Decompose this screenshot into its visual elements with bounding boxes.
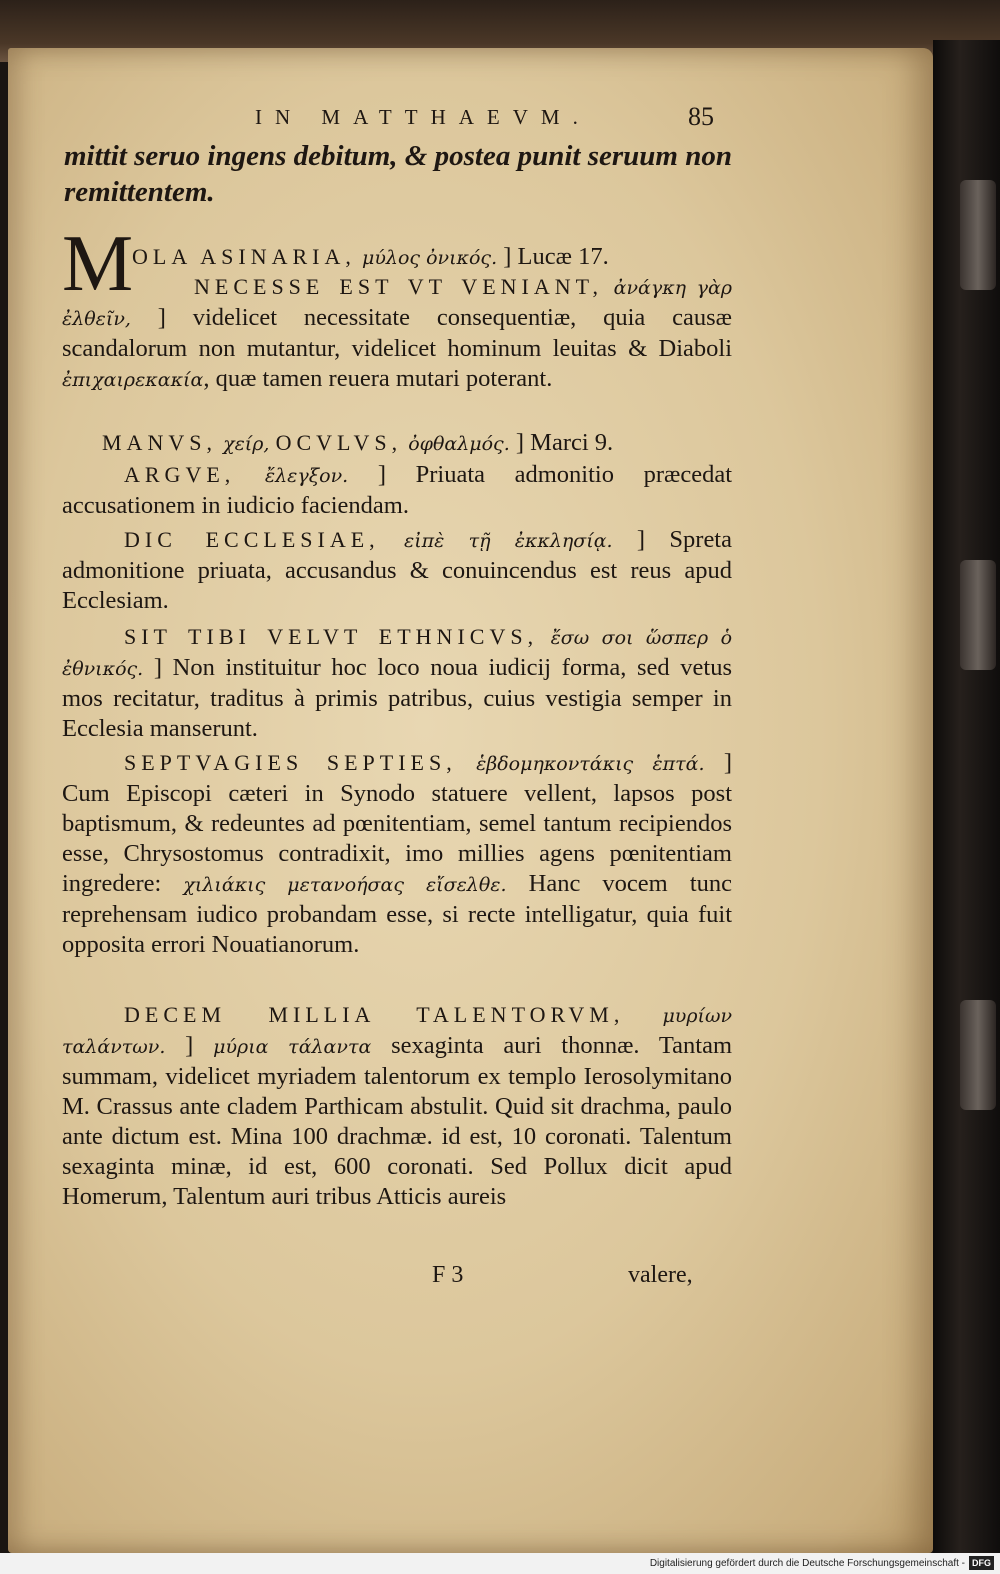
- cover-strap: [960, 1000, 996, 1110]
- entry-argue: ARGVE, ἔλεγξον. ] Priuata admonitio præcedat accusationem in iudicio faciendam.: [62, 461, 733, 519]
- cover-strap: [960, 180, 996, 290]
- signature-mark: F 3: [432, 1262, 464, 1288]
- catchword: valere,: [628, 1262, 693, 1288]
- page-number: 85: [688, 102, 714, 131]
- drop-cap: M: [62, 220, 134, 308]
- dfg-logo: DFG: [969, 1556, 994, 1570]
- cover-strap: [960, 560, 996, 670]
- entry-septuagies: SEPTVAGIES SEPTIES, ἑβδομηκοντάκις ἑπτά. ] Cum Episcopi cæteri in Synodo statuere vellent, lapsos post baptismum, & redeuntes ad pœnitentiam, semel tantum recipiendos esse, Chrysostomus contradixit, imo millies agens pœnitentiam ingredere: χιλιάκις μετανοήσας εἴσελθε. Hanc vocem tunc reprehensam iudico probandam esse, si recte intelligatur, quia fuit opposita errori Nouatianorum.: [62, 749, 733, 958]
- entry-mola-asinaria: OLA ASINARIA, μύλος ὀνικός. ] Lucæ 17.: [132, 243, 609, 270]
- entry-sit-tibi: SIT TIBI VELVT ETHNICVS, ἔσω σοι ὥσπερ ὁ ἐθνικός. ] Non instituitur hoc loco noua iudicij forma, sed vetus mos recitatur, traditus à primis patribus, cuius vestigia semper in Ecclesia manserunt.: [62, 624, 733, 742]
- chapter-summary: mittit seruo ingens debitum, & postea punit seruum non remittentem.: [64, 140, 732, 208]
- footer-credit: Digitalisierung gefördert durch die Deutsche Forschungsgemeinschaft - DFG: [0, 1553, 1000, 1574]
- entry-manus-oculus: MANVS, χείρ, OCVLVS, ὀφθαλμός. ] Marci 9.: [102, 429, 614, 456]
- running-head: IN MATTHAEVM.: [255, 105, 591, 129]
- entry-dic-ecclesiae: DIC ECCLESIAE, εἰπὲ τῇ ἐκκλησίᾳ. ] Spreta admonitione priuata, accusandus & conuincendus est reus apud Ecclesiam.: [62, 526, 732, 614]
- entry-decem-millia: DECEM MILLIA TALENTORVM, μυρίων ταλάντων. ] μύρια τάλαντα sexaginta auri thonnæ. Tantam summam, videlicet myriadem talentorum ex templo Ierosolymitano M. Crassus ante cladem Parthicam abstulit. Quid sit drachma, paulo ante dictum est. Mina 100 drachmæ. id est, 10 coronati. Talentum sexaginta minæ, id est, 600 coronati. Sed Pollux dicit apud Homerum, Talentum auri tribus Atticis aureis: [62, 1002, 733, 1210]
- entry-necesse-est: NECESSE EST VT VENIANT, ἀνάγκη γὰρ ἐλθεῖν, ] videlicet necessitate consequentiæ, quia causæ scandalorum non mutantur, videlicet hominum leuitas & Diaboli ἐπιχαιρεκακία, quæ tamen reuera mutari poterant.: [62, 274, 733, 392]
